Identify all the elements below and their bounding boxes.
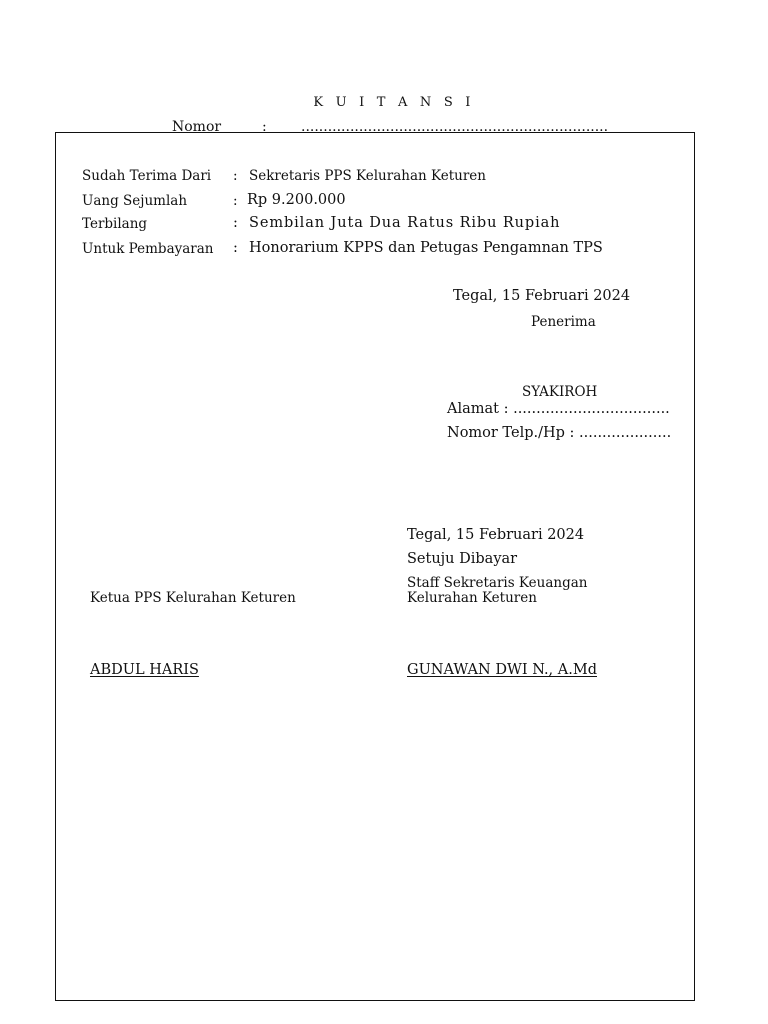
field-value-in-words: Sembilan Juta Dua Ratus Ribu Rupiah	[249, 215, 561, 231]
receiver-phone: Nomor Telp./Hp : ....................	[447, 425, 672, 441]
field-label-in-words: Terbilang	[82, 216, 148, 232]
approval-date: Tegal, 15 Februari 2024	[407, 527, 585, 543]
receiver-address: Alamat : ..................................	[447, 401, 670, 417]
receiver-role: Penerima	[531, 314, 596, 330]
field-label-amount: Uang Sejumlah	[82, 193, 188, 209]
field-colon-amount: :	[233, 193, 238, 209]
nomor-label: Nomor	[172, 119, 222, 135]
approval-note: Setuju Dibayar	[407, 551, 518, 567]
nomor-colon: :	[262, 119, 267, 135]
receipt-frame	[55, 132, 695, 1001]
field-colon-received-from: :	[233, 168, 238, 184]
receiver-name: SYAKIROH	[522, 384, 598, 400]
approver-title-line1: Staff Sekretaris Keuangan	[407, 575, 588, 591]
field-value-received-from: Sekretaris PPS Kelurahan Keturen	[249, 168, 486, 184]
nomor-value: .....................................................................	[301, 119, 609, 135]
approver-name: GUNAWAN DWI N., A.Md	[407, 662, 597, 678]
field-value-payment-for: Honorarium KPPS dan Petugas Pengamnan TPS	[249, 240, 603, 256]
field-value-amount: Rp 9.200.000	[247, 192, 346, 208]
field-label-payment-for: Untuk Pembayaran	[82, 241, 214, 257]
field-colon-in-words: :	[233, 215, 238, 231]
chairman-title: Ketua PPS Kelurahan Keturen	[90, 590, 296, 606]
chairman-name: ABDUL HARIS	[90, 662, 199, 678]
approver-title-line2: Kelurahan Keturen	[407, 590, 537, 606]
field-colon-payment-for: :	[233, 240, 238, 256]
document-title: K U I T A N S I	[313, 95, 475, 110]
field-label-received-from: Sudah Terima Dari	[82, 168, 212, 184]
receiver-date: Tegal, 15 Februari 2024	[453, 288, 631, 304]
